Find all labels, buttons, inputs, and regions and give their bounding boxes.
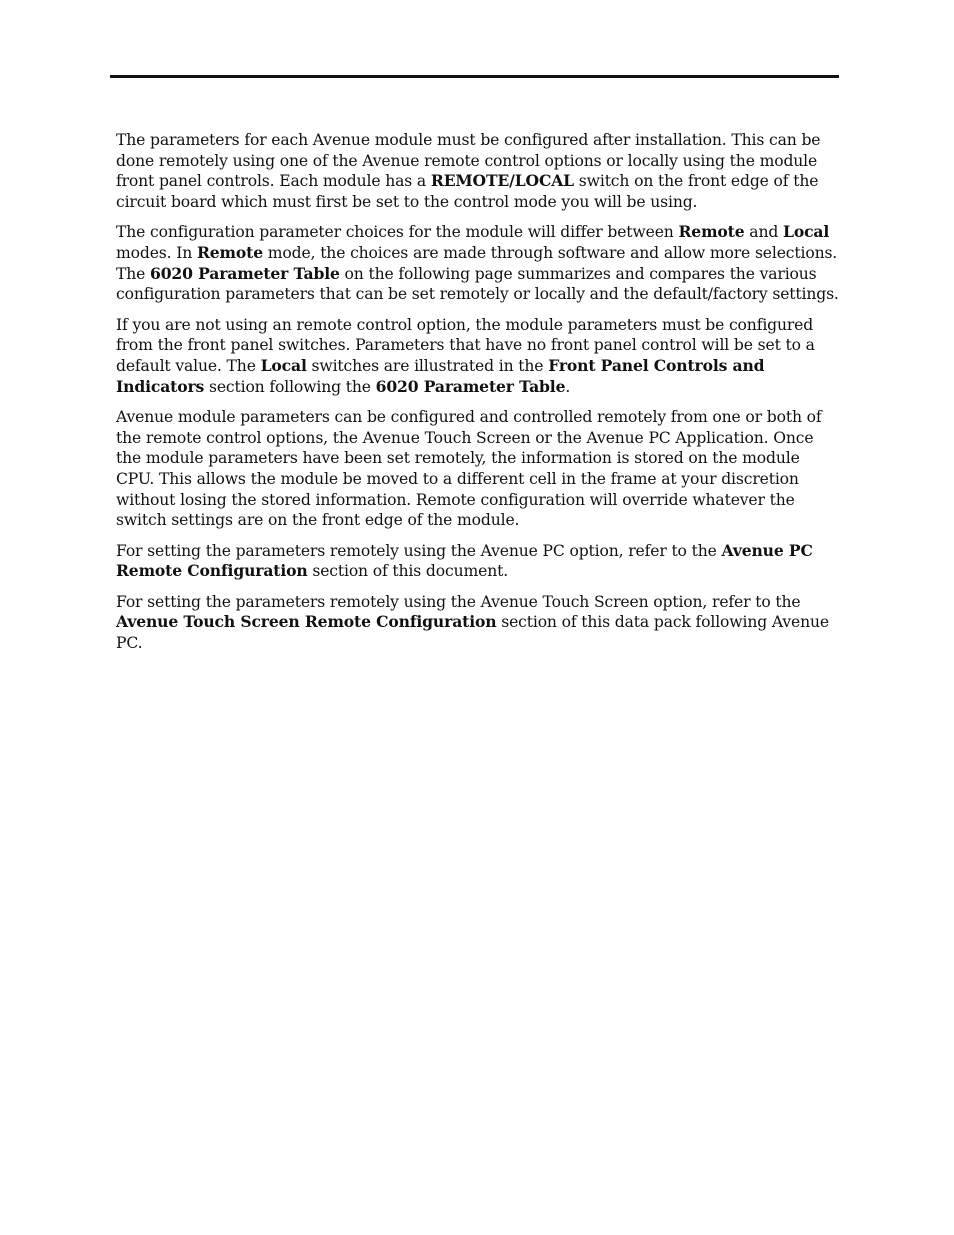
text-run: switch on the front edge of the circuit board which must first be set to the control mode you will be using. <box>116 172 819 211</box>
text-run: Avenue module parameters can be configured and controlled remotely from one or both of the remote control options, the Avenue Touch Screen or the Avenue PC Application. Once the module parameters have been set remotely, the information is stored on the module CPU. This allows the module be moved to a different cell in the frame at your discretion without losing the stored information. Remote configuration will override whatever the switch settings are on the front edge of the module. <box>116 408 822 530</box>
text-run: modes. In <box>116 243 197 262</box>
header-rule <box>110 75 839 78</box>
bold-term: Remote <box>678 222 745 242</box>
bold-term: Avenue Touch Screen Remote Configuration <box>116 612 497 632</box>
text-run: mode, the choices are made through software and allow more selections. The <box>116 243 838 283</box>
paragraph-avenue-pc <box>116 541 842 582</box>
text-run: For setting the parameters remotely using the Avenue PC option, refer to the <box>116 541 722 560</box>
bold-term: Local <box>783 222 830 242</box>
text-run: on the following page summarizes and compares the various configuration parameters that can be set remotely or locally and the default/factory settings. <box>116 264 839 304</box>
bold-term: 6020 Parameter Table <box>150 263 340 283</box>
bold-term: Front Panel Controls and Indicators <box>116 355 765 396</box>
text-run: For setting the parameters remotely using the Avenue Touch Screen option, refer to the <box>116 592 801 611</box>
bold-term: Remote <box>196 242 263 262</box>
body-text <box>116 130 842 664</box>
text-run: section following the <box>204 377 376 396</box>
bold-term: 6020 Parameter Table <box>375 376 566 396</box>
paragraph-intro <box>116 130 842 212</box>
text-run: switches are illustrated in the <box>306 356 549 375</box>
paragraph-remote-storage <box>116 407 842 531</box>
text-run: section of this document. <box>307 562 509 581</box>
paragraph-remote-local-modes <box>116 222 842 304</box>
text-run: The parameters for each Avenue module must be configured after installation. This can be done remotely using one of the Avenue remote control options or locally using the module front panel controls. Each module has a <box>116 131 821 191</box>
text-run: The configuration parameter choices for the module will differ between <box>116 223 679 242</box>
text-run: and <box>744 223 783 242</box>
text-run: . <box>565 377 571 396</box>
bold-term: REMOTE/LOCAL <box>430 171 574 191</box>
text-run: If you are not using an remote control option, the module parameters must be configured from the front panel switches. Parameters that have no front panel control will be set to a default value. The <box>116 315 815 375</box>
bold-term: Avenue PC Remote Configuration <box>116 540 813 581</box>
text-run: section of this data pack following Avenue PC. <box>116 613 829 653</box>
paragraph-touch-screen <box>116 592 842 654</box>
bold-term: Local <box>260 355 307 375</box>
paragraph-front-panel <box>116 315 842 397</box>
